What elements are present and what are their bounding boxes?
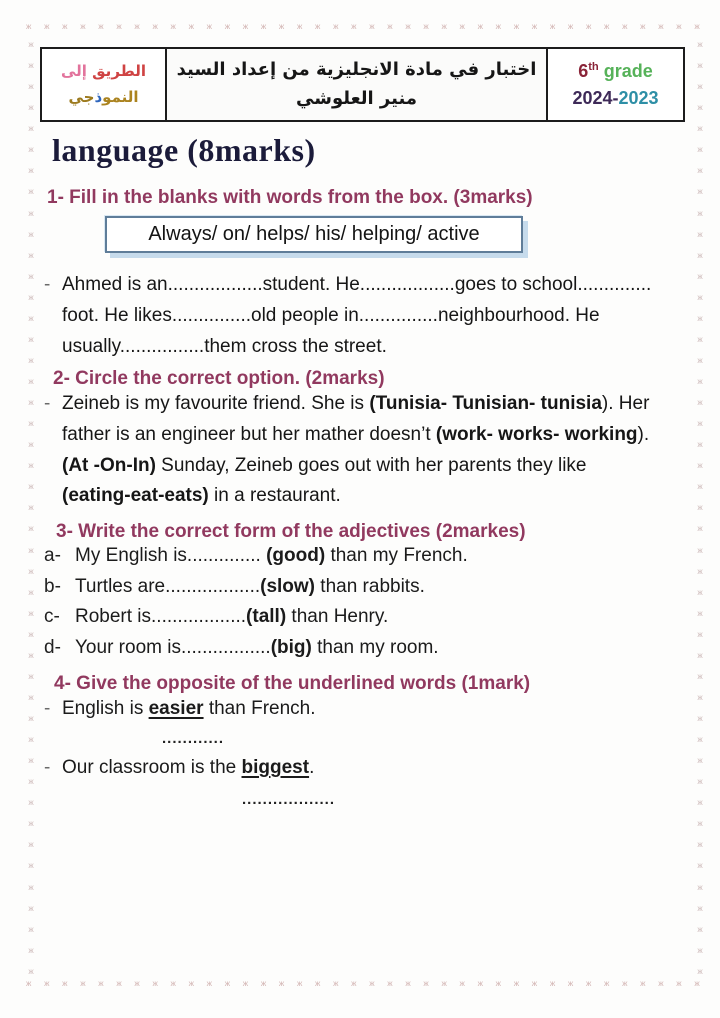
header-center-cell [167,49,548,120]
slogan-line-1: الطريق إلى [60,62,147,80]
item-text: Turtles are..................(slow) than rabbits. [75,575,425,597]
sentence-text: English is easier than French. [62,698,316,719]
paragraph-text: Ahmed is an..................student. He..................goes to school.............. [62,274,652,295]
header-table [40,47,685,122]
paragraph-text: Zeineb is my favourite friend. She is (Tunisia- Tunisian- tunisia). Her [62,393,650,414]
question-1-paragraph [44,270,651,362]
header-right-cell [548,49,683,120]
decorative-border-bottom-icon: ж ж ж ж ж ж ж ж ж ж ж ж ж ж ж ж ж ж ж ж ж ж ж ж ж ж ж ж ж ж ж ж ж ж ж ж ж ж [26,979,700,988]
exam-title-line-1: اختبار في مادة الانجليزية من إعداد السيد [176,58,537,80]
decorative-border-left-icon: ж ж ж ж ж ж ж ж ж ж ж ж ж ж ж ж ж ж ж ж ж ж ж ж ж ж ж ж ж ж ж ж ж ж ж ж ж ж ж ж ж ж ж ж ж [28,40,34,976]
exercise-item-b [44,572,468,603]
sentence-line [44,694,335,725]
question-3-heading: 3- Write the correct form of the adjectives (2markes) [56,521,526,542]
question-1-heading: 1- Fill in the blanks with words from the box. (3marks) [47,187,533,208]
exercise-item-c [44,602,468,633]
header-left-cell [42,49,167,120]
dash-bullet: - [44,756,51,778]
item-letter: c- [44,606,60,628]
paragraph-line [44,301,651,332]
dash-bullet: - [44,698,51,719]
paragraph-line [44,451,649,482]
item-letter: b- [44,575,61,597]
paragraph-text: foot. He likes...............old people in...............neighbourhood. He [62,304,600,326]
decorative-border-right-icon: ж ж ж ж ж ж ж ж ж ж ж ж ж ж ж ж ж ж ж ж ж ж ж ж ж ж ж ж ж ж ж ж ж ж ж ж ж ж ж ж ж ж ж ж ж [697,40,703,976]
paragraph-line [44,389,649,420]
slogan-line-2: النموذجي [68,87,139,106]
question-2-paragraph [44,389,649,512]
question-2-heading: 2- Circle the correct option. (2marks) [53,368,385,389]
question-4-block [44,694,335,816]
item-letter: a- [44,545,61,566]
item-text: Your room is.................(big) than my room. [75,637,439,659]
paragraph-line [44,420,649,451]
paragraph-text: (At -On-In) Sunday, Zeineb goes out with her parents they like [62,454,587,476]
sentence-line [44,753,335,784]
school-year: 2024-2023 [572,87,659,108]
answer-dots: .................. [242,790,336,808]
paragraph-text: (eating-eat-eats) in a restaurant. [62,485,341,507]
exercise-item-d [44,633,468,664]
dash-bullet: - [44,274,51,295]
decorative-border-top-icon: ж ж ж ж ж ж ж ж ж ж ж ж ж ж ж ж ж ж ж ж ж ж ж ж ж ж ж ж ж ж ж ж ж ж ж ж ж ж [26,22,700,31]
paragraph-line [44,332,651,363]
item-letter: d- [44,637,61,659]
answer-dots: ............ [162,729,225,747]
dash-bullet: - [44,393,51,414]
paragraph-line [44,270,651,301]
section-title: language (8marks) [52,132,316,168]
item-text: My English is.............. (good) than my French. [75,545,468,566]
paragraph-line [44,481,649,512]
grade-label: 6th grade [578,61,653,82]
item-text: Robert is..................(tall) than Henry. [75,606,389,628]
paragraph-text: usually................them cross the street. [62,335,387,357]
question-4-heading: 4- Give the opposite of the underlined words (1mark) [54,673,531,694]
exercise-item-a [44,541,468,572]
word-box: Always/ on/ helps/ his/ helping/ active [105,216,523,253]
exam-title-line-2: منير العلوشي [296,87,417,109]
question-3-items [44,541,468,664]
sentence-text: Our classroom is the biggest. [62,756,315,778]
paragraph-text: father is an engineer but her mather doesn’t (work- works- working). [62,423,650,445]
